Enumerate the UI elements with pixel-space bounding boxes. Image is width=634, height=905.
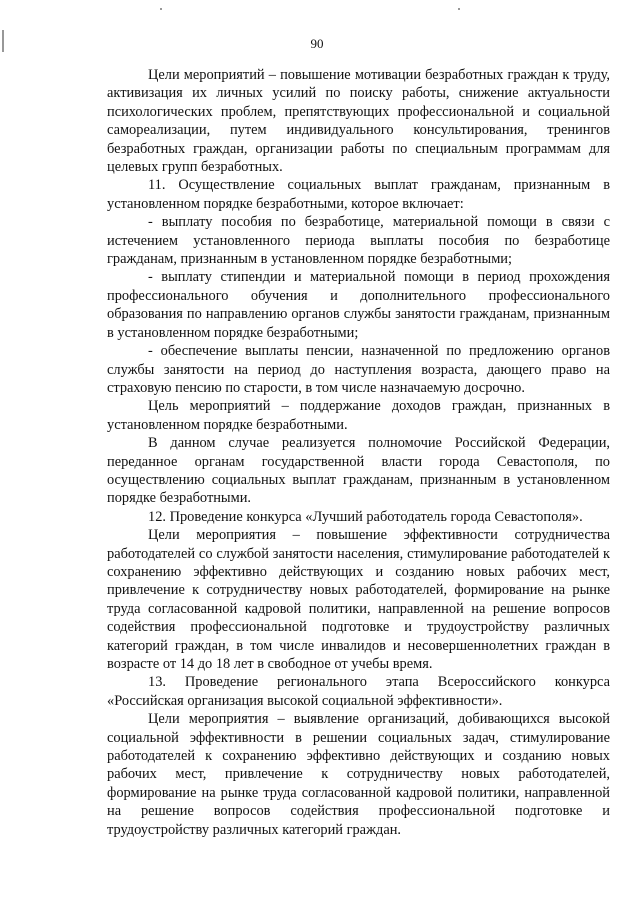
paragraph-goals-motivation: Цели мероприятий – повышение мотивации безработных граждан к труду, активизация их личных усилий по поиску работы, снижение актуальности психологических проблем, препятствующих профессиональной и социальной самореализации, путем индивидуального консультирования, тренингов безработных граждан, организации работы по специальным программам для целевых групп безработных. [107,67,610,176]
list-item-stipend: - выплату стипендии и материальной помощи в период прохождения профессионального обучения и дополнительного профессионального образования по направлению органов службы занятости гражданам, признанным в установленном порядке безработными; [107,269,610,341]
page-number: 90 [310,36,324,51]
paragraph-item-12-contest: 12. Проведение конкурса «Лучший работодатель города Севастополя». [148,508,583,525]
paragraph-item-11-social-payments: 11. Осуществление социальных выплат гражданам, признанным в установленном порядке безработными, которое включает: [107,177,610,212]
paragraph-goal-income-support: Цель мероприятий – поддержание доходов граждан, признанных в установленном порядке безработными. [107,398,610,433]
document-body [107,66,610,839]
paragraph-federal-authority: В данном случае реализуется полномочие Российской Федерации, переданное органам государственной власти города Севастополя, по осуществлению социальных выплат гражданам, признанным в установленном порядке безработными. [107,435,610,507]
list-item-unemployment-benefit: - выплату пособия по безработице, материальной помощи в связи с истечением установленного периода выплаты пособия по безработице гражданам, признанным в установленном порядке безработными; [107,214,610,268]
list-item-pension: - обеспечение выплаты пенсии, назначенной по предложению органов службы занятости на период до наступления возраста, дающего право на страховую пенсию по старости, в том числе назначаемую досрочно. [107,343,610,396]
scan-speck [458,8,460,10]
paragraph-goals-social-efficiency: Цели мероприятия – выявление организаций, добивающихся высокой социальной эффективности в решении социальных задач, стимулирование работодателей к сохранению эффективно действующих и созданию новых рабочих мест, привлечение к сотрудничеству новых работодателей, формирование на рынке труда согласованной кадровой политики, направленной на решение вопросов содействия профессиональной подготовке и трудоустройству различных категорий граждан. [107,711,610,838]
scan-speck [160,8,162,10]
paragraph-goals-employer-cooperation: Цели мероприятия – повышение эффективности сотрудничества работодателей со службой занятости населения, стимулирование работодателей к сохранению эффективно действующих и созданию новых рабочих мест, привлечение к сотрудничеству новых работодателей, формирование на рынке труда согласованной кадровой политики, направленной на решение вопросов содействия профессиональной подготовке и трудоустройству различных категорий граждан, в том числе инвалидов и несовершеннолетних граждан в возрасте от 14 до 18 лет в свободное от учебы время. [107,527,610,672]
paragraph-item-13-regional-stage: 13. Проведение регионального этапа Всероссийского конкурса «Российская организация высокой социальной эффективности». [107,674,610,709]
